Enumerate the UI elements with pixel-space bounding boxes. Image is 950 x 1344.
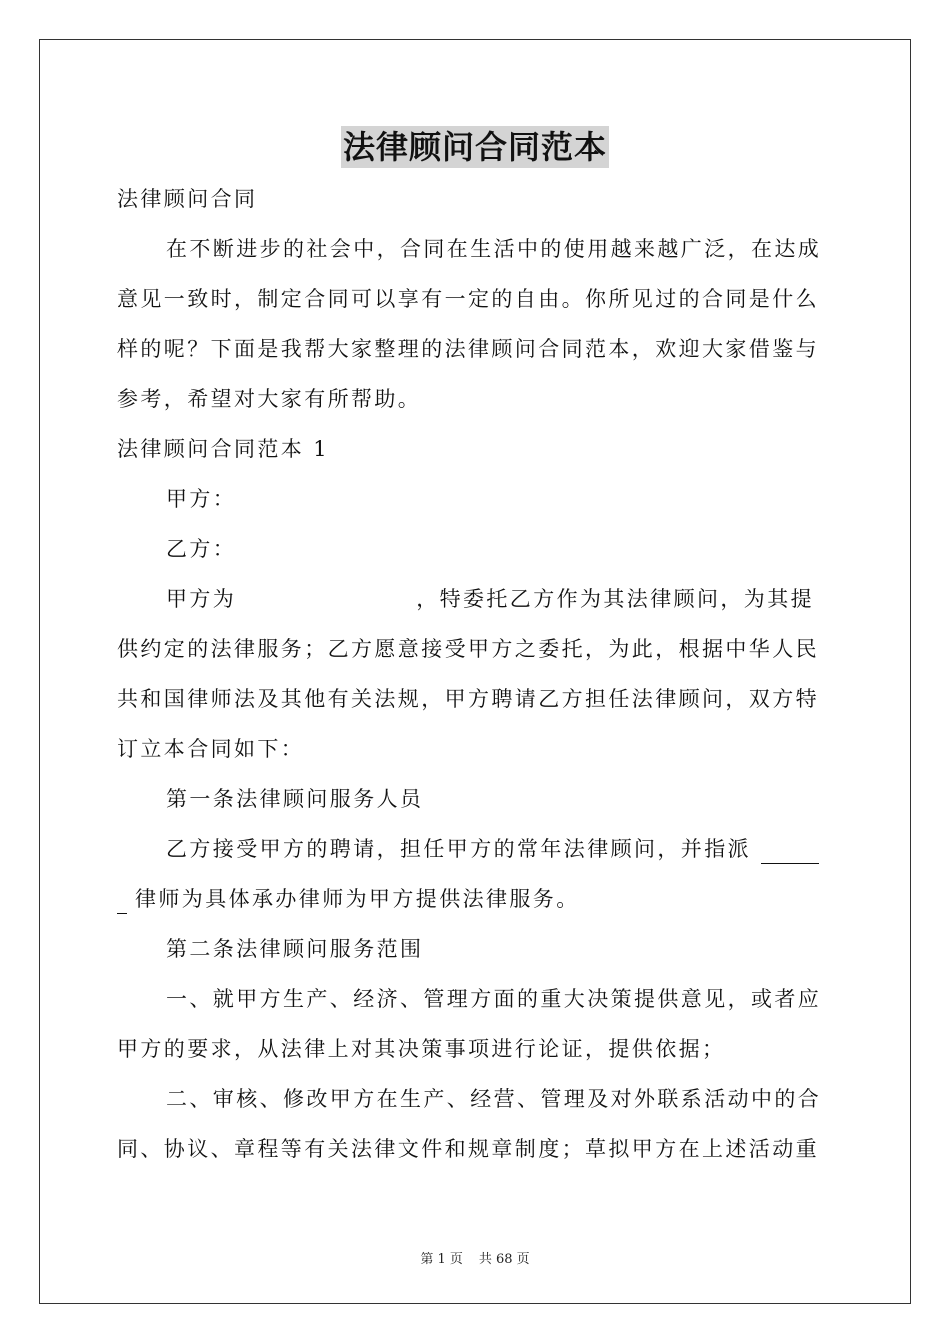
- total-pages: 共 68 页: [478, 1252, 530, 1267]
- party-b-label: 乙方：: [166, 537, 237, 561]
- paragraph-line: 供约定的法律服务；乙方愿意接受甲方之委托，为此，根据中华人民: [117, 637, 819, 661]
- page-border: [39, 39, 911, 1304]
- party-a-label: 甲方：: [166, 487, 237, 511]
- underline-blank: [761, 841, 819, 864]
- para1-start: 甲方为: [166, 587, 237, 611]
- page-number: 第 1 页: [420, 1252, 463, 1267]
- article1-text: 律师为具体承办律师为甲方提供法律服务。: [135, 887, 580, 911]
- paragraph-line: 订立本合同如下：: [117, 737, 305, 761]
- article2-line: 同、协议、章程等有关法律文件和规章制度；草拟甲方在上述活动重: [117, 1137, 819, 1161]
- intro-line: 样的呢？下面是我帮大家整理的法律顾问合同范本，欢迎大家借鉴与: [117, 337, 819, 361]
- article2-title: 第二条法律顾问服务范围: [166, 937, 424, 961]
- article1-line: [166, 834, 819, 864]
- section-heading: 法律顾问合同范本 1: [117, 437, 330, 461]
- para1-end: ，特委托乙方作为其法律顾问，为其提: [416, 587, 815, 611]
- article2-line: 二、审核、修改甲方在生产、经营、管理及对外联系活动中的合: [166, 1087, 822, 1111]
- article2-line: 一、就甲方生产、经济、管理方面的重大决策提供意见，或者应: [166, 987, 822, 1011]
- article1-title: 第一条法律顾问服务人员: [166, 787, 424, 811]
- intro-line: 在不断进步的社会中，合同在生活中的使用越来越广泛，在达成: [166, 237, 822, 261]
- paragraph-line: [166, 584, 814, 614]
- article1-line: [117, 884, 580, 914]
- document-subtitle: 法律顾问合同: [117, 187, 258, 211]
- intro-line: 意见一致时，制定合同可以享有一定的自由。你所见过的合同是什么: [117, 287, 819, 311]
- article2-line: 甲方的要求，从法律上对其决策事项进行论证，提供依据；: [117, 1037, 726, 1061]
- underline-blank: [117, 891, 127, 914]
- document-title: 法律顾问合同范本: [342, 128, 607, 166]
- article1-text: 乙方接受甲方的聘请，担任甲方的常年法律顾问，并指派: [166, 837, 751, 861]
- page-footer: [0, 1248, 950, 1267]
- intro-line: 参考，希望对大家有所帮助。: [117, 387, 422, 411]
- paragraph-line: 共和国律师法及其他有关法规，甲方聘请乙方担任法律顾问，双方特: [117, 687, 819, 711]
- title-container: [0, 126, 950, 168]
